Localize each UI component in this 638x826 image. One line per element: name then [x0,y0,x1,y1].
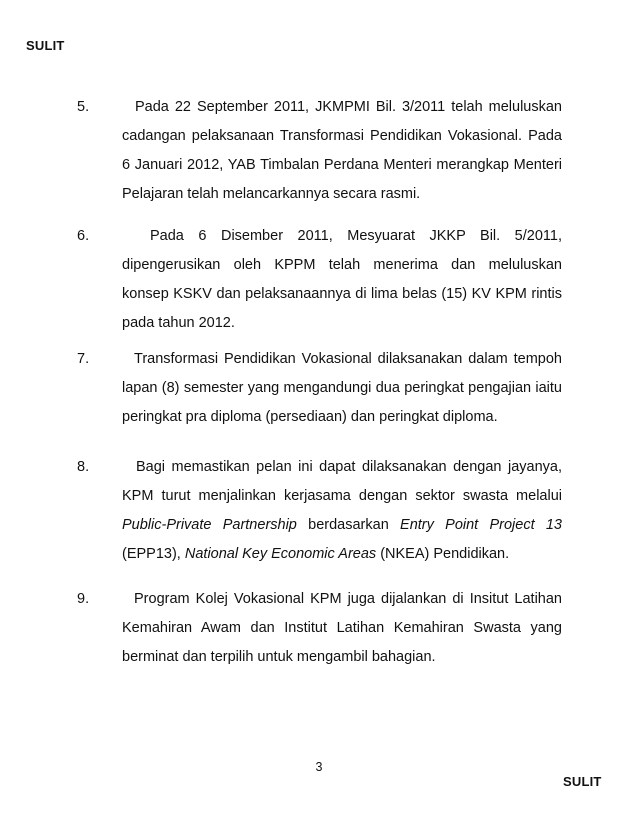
paragraph-line: Transformasi Pendidikan Vokasional dilaksanakan dalam tempoh [134,351,562,367]
paragraph-line: cadangan pelaksanaan Transformasi Pendidikan Vokasional. Pada [122,128,562,144]
paragraph-line: Kemahiran Awam dan Institut Latihan Kemahiran Swasta yang [122,620,562,636]
paragraph-body [122,345,562,432]
page-number: 3 [315,760,323,774]
paragraph-line: Pada 6 Disember 2011, Mesyuarat JKKP Bil. 5/2011, [150,228,562,244]
paragraph-line: Public-Private Partnership berdasarkan Entry Point Project 13 [122,517,563,533]
paragraph-body [122,585,562,672]
paragraph-number: 7. [77,351,90,367]
paragraph-line: lapan (8) semester yang mengandungi dua peringkat pengajian iaitu [122,380,562,396]
paragraph-number: 6. [77,228,90,244]
paragraph-body [122,453,562,569]
paragraph-number: 8. [77,459,90,475]
paragraph-number: 9. [77,591,90,607]
paragraph-line: konsep KSKV dan pelaksanaannya di lima belas (15) KV KPM rintis [122,286,562,302]
paragraph-line: (EPP13), National Key Economic Areas (NKEA) Pendidikan. [122,546,510,562]
paragraph-line: dipengerusikan oleh KPPM telah menerima dan meluluskan [122,257,562,273]
paragraph-body [122,222,562,338]
paragraph-body [122,93,562,209]
paragraph-line: pada tahun 2012. [122,315,235,331]
paragraph-line: 6 Januari 2012, YAB Timbalan Perdana Menteri merangkap Menteri [122,157,562,173]
italic-term: Entry Point Project 13 [400,517,563,533]
paragraph-number: 5. [77,99,90,115]
italic-term: National Key Economic Areas [184,546,377,562]
italic-term: Public-Private Partnership [122,517,297,533]
paragraph-line: Bagi memastikan pelan ini dapat dilaksanakan dengan jayanya, [136,459,562,475]
paragraph-line: berminat dan terpilih untuk mengambil bahagian. [122,649,436,665]
paragraph-line: KPM turut menjalinkan kerjasama dengan sektor swasta melalui [122,488,562,504]
paragraph-line: peringkat pra diploma (persediaan) dan peringkat diploma. [122,409,498,425]
header-classification: SULIT [26,38,65,53]
paragraph-line: Program Kolej Vokasional KPM juga dijalankan di Insitut Latihan [134,591,562,607]
paragraph-line: Pada 22 September 2011, JKMPMI Bil. 3/2011 telah meluluskan [135,99,562,115]
footer-classification: SULIT [563,774,602,789]
paragraph-line: Pelajaran telah melancarkannya secara rasmi. [122,186,421,202]
